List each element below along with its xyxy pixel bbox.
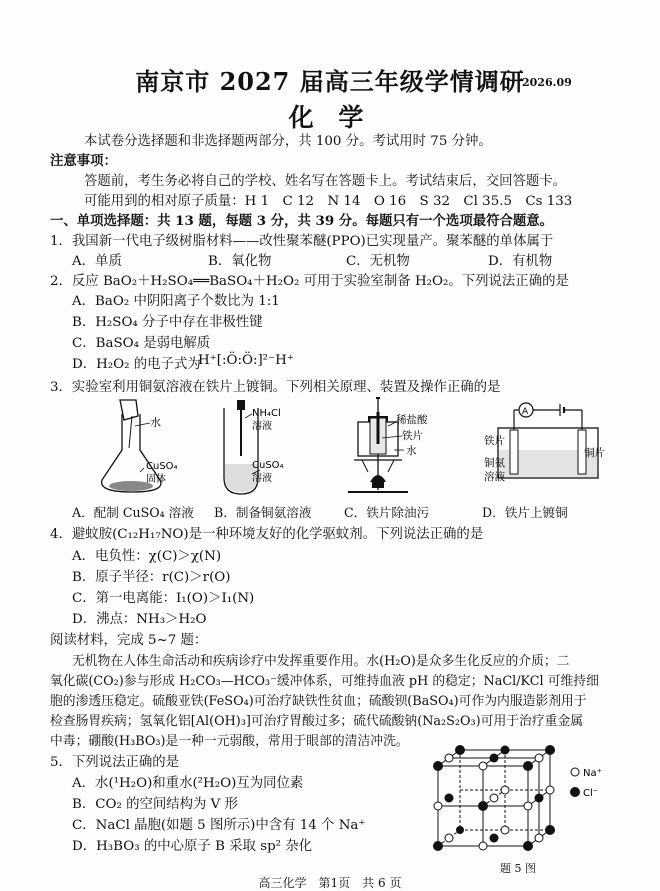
cl-ion-legend-icon xyxy=(570,787,580,797)
q5-option-b: B．CO₂ 的空间结构为 V 形 xyxy=(72,797,238,812)
reading-paragraph-line: 胞的渗透压稳定。硫酸亚铁(FeSO₄)可治疗缺铁性贫血；硫酸钡(BaSO₄)可作为内服造影剂用于 xyxy=(50,694,587,709)
fig-b-label-nh4cl: NH₄Cl xyxy=(252,408,281,419)
question-2-stem: 2．反应 BaO₂＋H₂SO₄══BaSO₄＋H₂O₂ 可用于实验室制备 H₂O₂。下列说法正确的是 xyxy=(50,274,569,289)
q3-option-d: D．铁片上镀铜 xyxy=(482,505,568,520)
q4-option-d: D．沸点：NH₃＞H₂O xyxy=(72,612,207,627)
fig-d-label-ammeter: A xyxy=(522,407,529,417)
fig-d-label-solution: 溶液 xyxy=(484,471,505,483)
figure-a-volumetric-flask xyxy=(92,398,182,498)
page-footer: 高三化学 第1页 共 6 页 xyxy=(258,876,402,890)
question-3-stem: 3．实验室利用铜氨溶液在铁片上镀铜。下列相关原理、装置及操作正确的是 xyxy=(50,380,501,395)
reading-paragraph-line: 氧化碳(CO₂)参与形成 H₂CO₃—HCO₃⁻缓冲体系，可维持血液 pH 的稳定；NaCl/KCl 可维持细 xyxy=(50,674,599,689)
q1-option-d: D．有机物 xyxy=(488,254,553,269)
reading-paragraph-line: 无机物在人体生命活动和疾病诊疗中发挥重要作用。水(H₂O)是众多生化反应的介质；二 xyxy=(72,654,570,669)
q2-option-a: A．BaO₂ 中阴阳离子个数比为 1:1 xyxy=(72,294,280,309)
atomic-masses: 可能用到的相对原子质量：H 1 C 12 N 14 O 16 S 32 Cl 35.5 Cs 133 xyxy=(84,194,573,209)
fig-b-label-cuso4: CuSO₄ xyxy=(252,460,284,471)
fig-b-label-solution1: 溶液 xyxy=(252,421,272,432)
intro-line: 本试卷分选择题和非选择题两部分，共 100 分。考试用时 75 分钟。 xyxy=(84,134,492,149)
q3-option-a: A．配制 CuSO₄ 溶液 xyxy=(72,505,194,520)
fig-a-label-solid: 固体 xyxy=(146,474,166,485)
na-ion-legend-icon xyxy=(571,768,579,776)
reading-paragraph-line: 检查肠胃疾病；氢氧化铝[Al(OH)₃]可治疗胃酸过多；硫代硫酸钠(Na₂S₂O₃)可用于治疗重金属 xyxy=(50,714,584,729)
question-5-stem: 5．下列说法正确的是 xyxy=(50,755,180,770)
q5-option-c: C．NaCl 晶胞(如题 5 图所示)中含有 14 个 Na⁺ xyxy=(72,818,366,833)
fig-c-label-iron: 铁片 xyxy=(402,430,423,442)
legend-na: Na⁺ xyxy=(583,768,602,779)
fig-c-label-hcl: 稀盐酸 xyxy=(396,414,428,426)
notice-title: 注意事项： xyxy=(50,153,117,169)
reading-paragraph-line: 中毒；硼酸(H₃BO₃)是一种一元弱酸，常用于眼部的清洁冲洗。 xyxy=(50,734,409,749)
fig-d-label-ammonia: 铜氨 xyxy=(484,457,505,469)
notice-line: 答题前，考生务必将自己的学校、姓名写在答题卡上。考试结束后，交回答题卡。 xyxy=(84,174,567,189)
fig-a-label-water: 水 xyxy=(150,416,161,429)
fig-c-label-water: 水 xyxy=(406,445,417,457)
question-4-stem: 4．避蚊胺(C₁₂H₁₇NO)是一种环境友好的化学驱蚊剂。下列说法正确的是 xyxy=(50,527,484,542)
fig-d-label-iron: 铁片 xyxy=(484,435,505,447)
q4-option-b: B．原子半径：r(C)＞r(O) xyxy=(72,570,231,585)
q2-option-c: C．BaSO₄ 是弱电解质 xyxy=(72,336,211,351)
q5-option-d: D．H₃BO₃ 的中心原子 B 采取 sp² 杂化 xyxy=(72,839,313,854)
figure-b-test-tube xyxy=(212,398,302,498)
exam-title: 南京市 2027 届高三年级学情调研 xyxy=(135,67,525,96)
q2-option-d: D．H₂O₂ 的电子式为 xyxy=(72,357,201,372)
figure-c-water-bath xyxy=(340,396,450,502)
q3-option-c: C．铁片除油污 xyxy=(344,505,430,520)
reading-title: 阅读材料，完成 5~7 题： xyxy=(50,633,208,648)
legend-cl: Cl⁻ xyxy=(583,788,599,799)
q4-option-a: A．电负性：χ(C)＞χ(N) xyxy=(72,549,222,564)
q3-option-b: B．制备铜氨溶液 xyxy=(214,505,312,520)
q5-option-a: A．水(¹H₂O)和重水(²H₂O)互为同位素 xyxy=(72,776,304,791)
exam-date: 2026.09 xyxy=(522,76,572,89)
figure-d-electroplating xyxy=(480,398,610,498)
q1-option-b: B．氧化物 xyxy=(208,254,272,269)
q1-option-a: A．单质 xyxy=(72,254,122,269)
q2-option-b: B．H₂SO₄ 分子中存在非极性键 xyxy=(72,315,263,330)
question-1-stem: 1．我国新一代电子级树脂材料——改性聚苯醚(PPO)已实现量产。聚苯醚的单体属于 xyxy=(50,234,554,249)
q4-option-c: C．第一电离能：I₁(O)＞I₁(N) xyxy=(72,591,255,606)
subject-title: 化 学 xyxy=(288,103,372,132)
figure-5-caption: 题 5 图 xyxy=(500,862,536,875)
fig-b-label-solution2: 溶液 xyxy=(252,473,272,484)
fig-a-label-cuso4: CuSO₄ xyxy=(146,461,178,472)
fig-d-label-copper: 铜片 xyxy=(584,447,605,459)
electron-formula: H⁺[:Ö:Ö:]²⁻H⁺ xyxy=(198,353,294,368)
section-heading: 一、单项选择题：共 13 题，每题 3 分，共 39 分。每题只有一个选项最符合题意。 xyxy=(50,213,554,229)
q1-option-c: C．无机物 xyxy=(346,254,410,269)
nacl-unit-cell-figure xyxy=(430,740,630,860)
